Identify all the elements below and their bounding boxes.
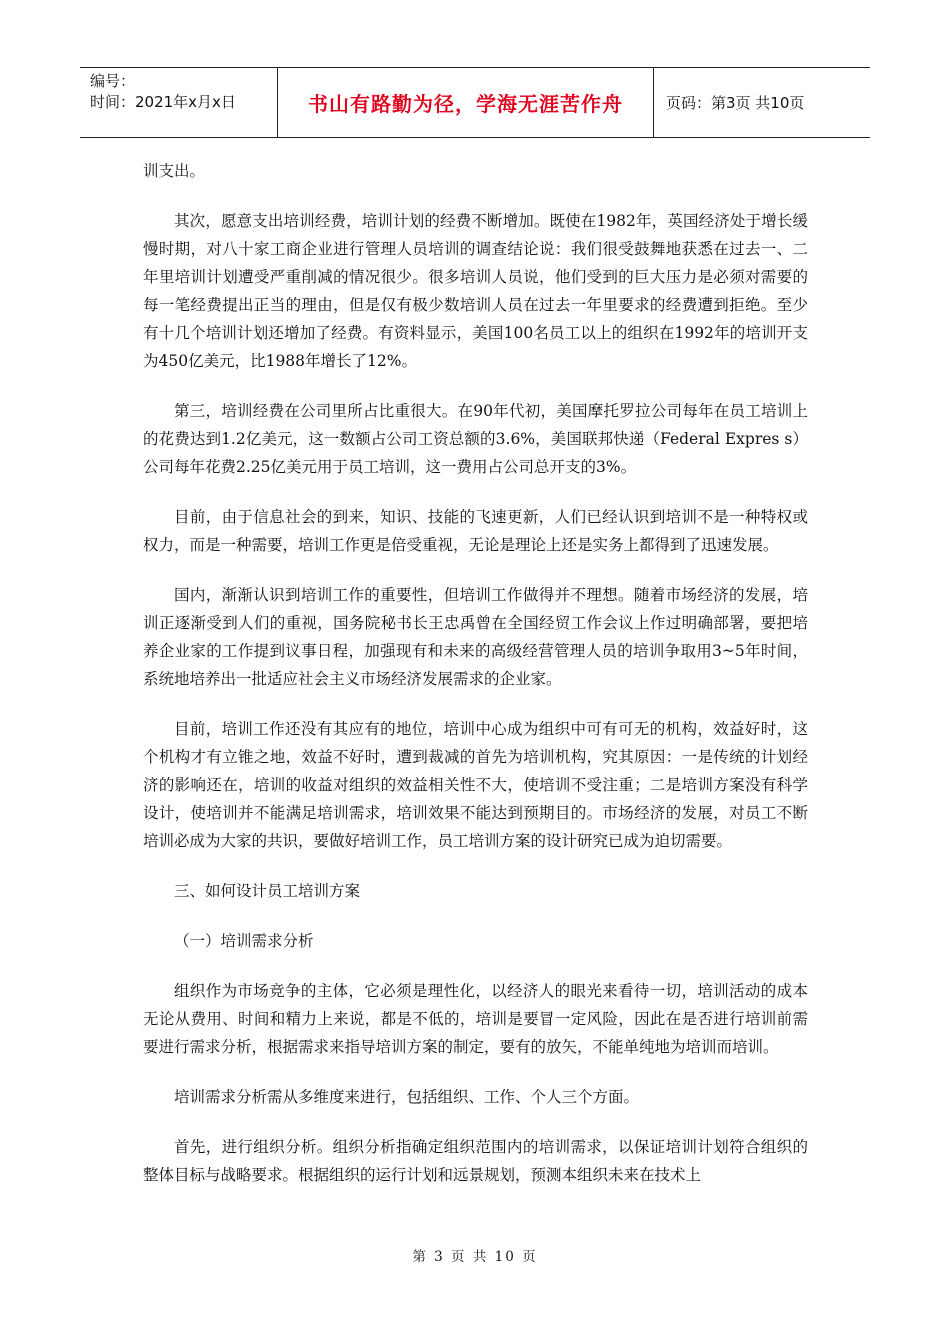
paragraph: 首先，进行组织分析。组织分析指确定组织范围内的培训需求，以保证培训计划符合组织的整体目标与战略要求。根据组织的运行计划和远景规划，预测本组织未来在技术上 [143, 1138, 808, 1184]
paragraph-continuation: 训支出。 [143, 162, 206, 180]
paragraph: 第三，培训经费在公司里所占比重很大。在90年代初，美国摩托罗拉公司每年在员工培训上的花费达到1.2亿美元，这一数额占公司工资总额的3.6%，美国联邦快递（Federal Expres s）公司每年花费2.25亿美元用于员工培训，这一费用占公司总开支的3%。 [143, 402, 808, 476]
date-line: 时间：2021年x月x日 [90, 93, 236, 111]
document-body [143, 157, 808, 1211]
subsection-heading: （一）培训需求分析 [174, 932, 314, 950]
paragraph: 目前，由于信息社会的到来，知识、技能的飞速更新，人们已经认识到培训不是一种特权或权力，而是一种需要，培训工作更是倍受重视，无论是理论上还是实务上都得到了迅速发展。 [143, 508, 808, 554]
header-page-info: 页码：第3页 共10页 [666, 94, 805, 112]
paragraph: 国内，渐渐认识到培训工作的重要性，但培训工作做得并不理想。随着市场经济的发展，培训正逐渐受到人们的重视，国务院秘书长王忠禹曾在全国经贸工作会议上作过明确部署，要把培养企业家的工作提到议事日程，加强现有和未来的高级经营管理人员的培训争取用3~5年时间，系统地培养出一批适应社会主义市场经济发展需求的企业家。 [143, 586, 808, 688]
paragraph: 组织作为市场竞争的主体，它必须是理性化，以经济人的眼光来看待一切，培训活动的成本无论从费用、时间和精力上来说，都是不低的，培训是要冒一定风险，因此在是否进行培训前需要进行需求分析，根据需求来指导培训方案的制定，要有的放矢，不能单纯地为培训而培训。 [143, 982, 808, 1056]
header-meta [80, 68, 278, 137]
header-motto: 书山有路勤为径，学海无涯苦作舟 [278, 68, 654, 137]
section-heading: 三、如何设计员工培训方案 [174, 882, 361, 900]
paragraph: 目前，培训工作还没有其应有的地位，培训中心成为组织中可有可无的机构，效益好时，这个机构才有立锥之地，效益不好时，遭到裁减的首先为培训机构，究其原因：一是传统的计划经济的影响还在，培训的收益对组织的效益相关性不大，使培训不受注重；二是培训方案没有科学设计，使培训并不能满足培训需求，培训效果不能达到预期目的。市场经济的发展，对员工不断培训必成为大家的共识，要做好培训工作，员工培训方案的设计研究已成为迫切需要。 [143, 720, 808, 850]
paragraph: 其次，愿意支出培训经费，培训计划的经费不断增加。既使在1982年，英国经济处于增长缓慢时期，对八十家工商企业进行管理人员培训的调查结论说：我们很受鼓舞地获悉在过去一、二年里培训计划遭受严重削减的情况很少。很多培训人员说，他们受到的巨大压力是必须对需要的每一笔经费提出正当的理由，但是仅有极少数培训人员在过去一年里要求的经费遭到拒绝。至少有十几个培训计划还增加了经费。有资料显示，美国100名员工以上的组织在1992年的培训开支为450亿美元，比1988年增长了12%。 [143, 212, 808, 370]
page-footer: 第 3 页 共 10 页 [412, 1249, 538, 1265]
page-header [80, 67, 870, 138]
number-label: 编号： [90, 72, 136, 90]
paragraph: 培训需求分析需从多维度来进行，包括组织、工作、个人三个方面。 [174, 1088, 640, 1106]
